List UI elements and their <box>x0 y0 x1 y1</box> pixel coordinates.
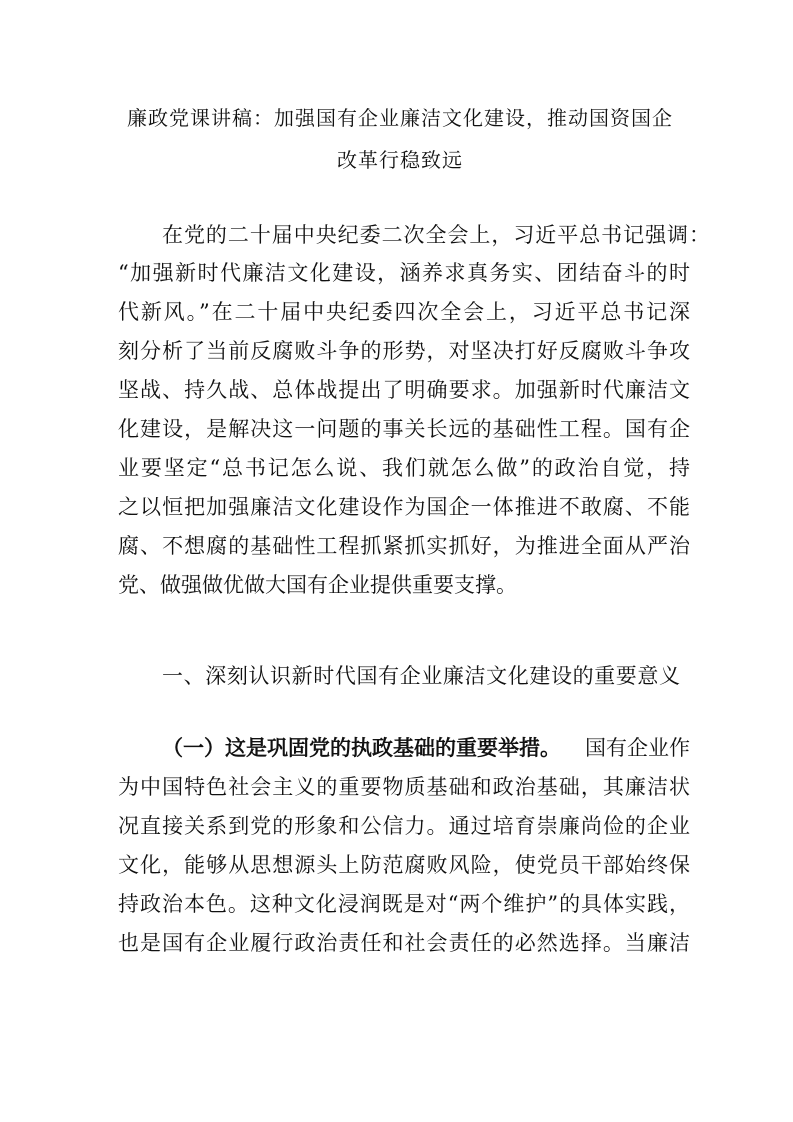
subsection-line: 也是国有企业履行政治责任和社会责任的必然选择。当廉洁 <box>118 931 690 955</box>
subsection-first-line <box>162 737 690 759</box>
document-title-line-1: 廉政党课讲稿：加强国有企业廉洁文化建设，推动国资国企 <box>127 106 673 130</box>
subsection-line: 文化，能够从思想源头上防范腐败风险，使党员干部始终保 <box>118 853 690 877</box>
document-title-line-2: 改革行稳致远 <box>337 148 463 172</box>
subsection-lead: （一）这是巩固党的执政基础的重要举措。 <box>162 735 561 760</box>
intro-line: 刻分析了当前反腐败斗争的形势，对坚决打好反腐败斗争攻 <box>118 339 690 363</box>
subsection-line: 况直接关系到党的形象和公信力。通过培育崇廉尚俭的企业 <box>118 814 690 838</box>
intro-line: 化建设，是解决这一问题的事关长远的基础性工程。国有企 <box>118 417 690 441</box>
subsection-line: 持政治本色。这种文化浸润既是对“两个维护”的具体实践， <box>118 892 690 916</box>
intro-line: “加强新时代廉洁文化建设，涵养求真务实、团结奋斗的时 <box>118 261 690 285</box>
intro-line: 代新风。”在二十届中央纪委四次全会上，习近平总书记深 <box>118 300 690 324</box>
intro-line: 腐、不想腐的基础性工程抓紧抓实抓好，为推进全面从严治 <box>118 534 690 558</box>
section-heading: 一、深刻认识新时代国有企业廉洁文化建设的重要意义 <box>162 664 680 688</box>
intro-line: 坚战、持久战、总体战提出了明确要求。加强新时代廉洁文 <box>118 378 690 402</box>
intro-line: 之以恒把加强廉洁文化建设作为国企一体推进不敢腐、不能 <box>118 495 690 519</box>
intro-line: 业要坚定“总书记怎么说、我们就怎么做”的政治自觉，持 <box>118 456 690 480</box>
subsection-line: 为中国特色社会主义的重要物质基础和政治基础，其廉洁状 <box>118 775 690 799</box>
intro-line: 在党的二十届中央纪委二次全会上，习近平总书记强调： <box>162 223 710 247</box>
intro-line: 党、做强做优做大国有企业提供重要支撑。 <box>118 573 517 597</box>
subsection-lead-rest: 国有企业作 <box>585 736 690 760</box>
